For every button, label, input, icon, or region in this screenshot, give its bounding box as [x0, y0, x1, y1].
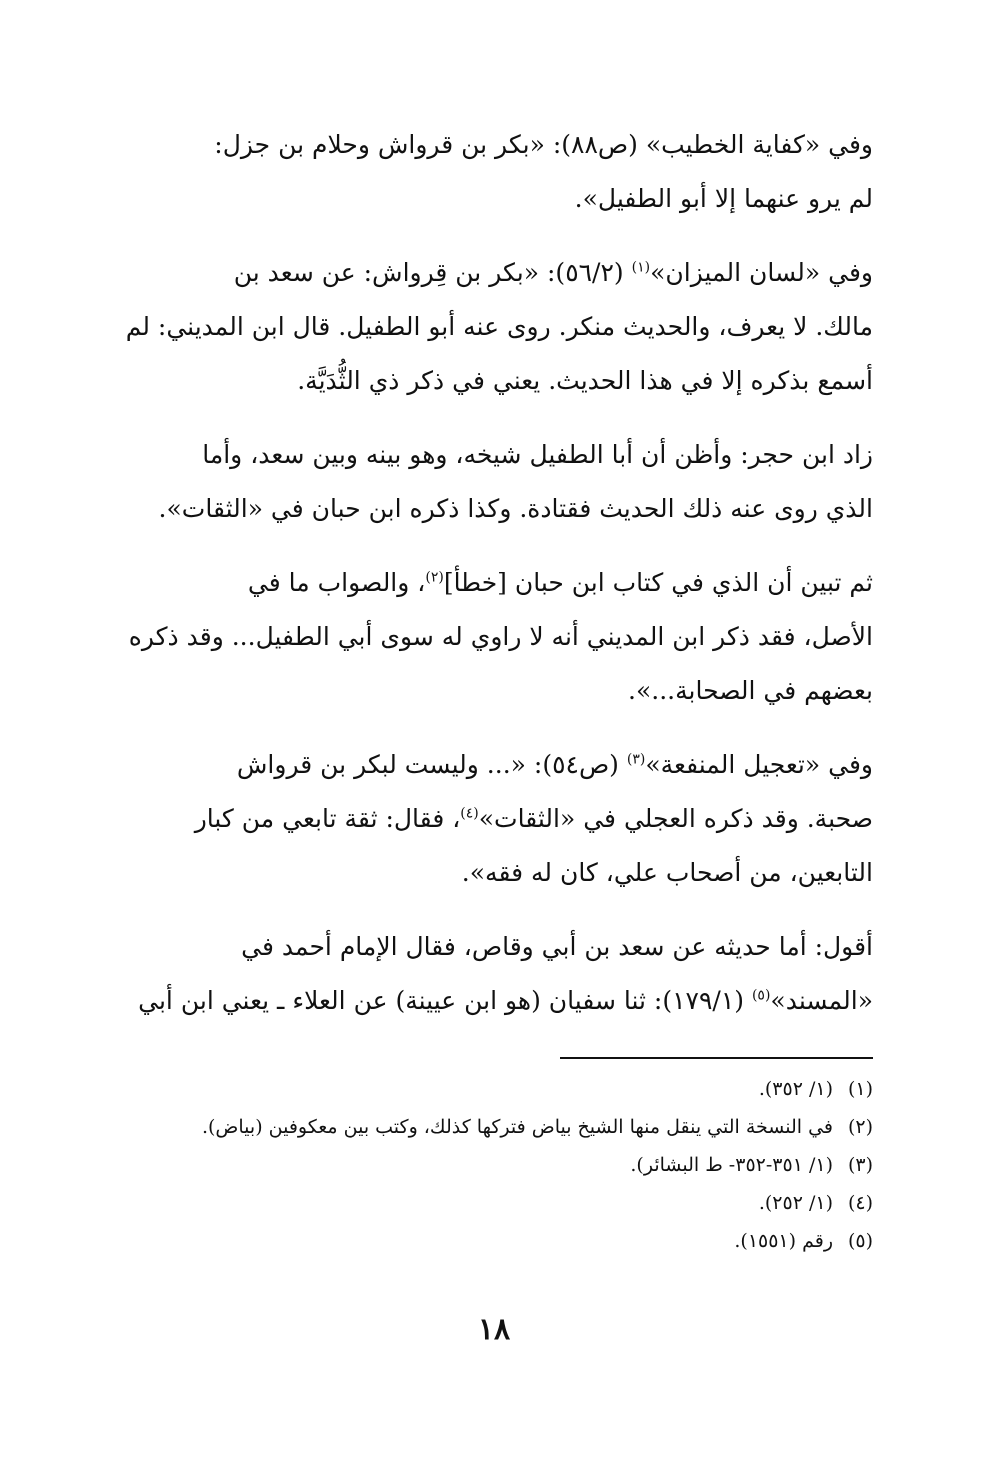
footnote-ref-5[interactable]: (٥): [751, 987, 771, 1004]
text-line: مالك. لا يعرف، والحديث منكر. روى عنه أبو الطفيل. قال ابن المديني: لم: [125, 312, 873, 341]
paragraph-ibn-hibban: [98, 556, 873, 718]
text-line: التابعين، من أصحاب علي، كان له فقه».: [461, 858, 873, 887]
text-line: وفي «لسان الميزان»: [650, 258, 873, 287]
footnote-text: في النسخة التي ينقل منها الشيخ بياض فتركها كذلك، وكتب بين معكوفين (بياض).: [201, 1116, 833, 1138]
paragraph-kifaya: [98, 118, 873, 226]
text-line: أسمع بذكره إلا في هذا الحديث. يعني في ذكر ذي الثُّدَيَّة.: [297, 366, 873, 395]
text-line: لم يرو عنهما إلا أبو الطفيل».: [574, 184, 873, 213]
text-line: (ص٥٤): «... وليست لبكر بن قرواش: [236, 750, 627, 779]
page-number: ١٨: [477, 1312, 511, 1347]
footnote-item: [80, 1184, 873, 1222]
paragraph-ibn-hajar: [98, 428, 873, 536]
text-line: وفي «كفاية الخطيب» (ص٨٨): «بكر بن قرواش وحلام بن جزل:: [214, 130, 873, 159]
footnotes: [80, 1070, 873, 1260]
footnote-separator: [560, 1057, 873, 1059]
paragraph-aqulu: [98, 920, 873, 1028]
footnote-item: [80, 1070, 873, 1108]
text-line: «المسند»: [770, 986, 873, 1015]
footnote-text: (١/ ٣٥٢).: [758, 1078, 833, 1100]
text-line: بعضهم في الصحابة...».: [628, 676, 873, 705]
text-line: ، والصواب ما في: [247, 568, 426, 597]
text-line: ، فقال: ثقة تابعي من كبار: [194, 804, 461, 833]
footnote-item: [80, 1108, 873, 1146]
text-line: ثم تبين أن الذي في كتاب ابن حبان [خطأ]: [443, 568, 873, 597]
text-line: وفي «تعجيل المنفعة»: [645, 750, 873, 779]
footnote-text: (١/ ٣٥١-٣٥٢- ط البشائر).: [630, 1154, 833, 1176]
text-line: (١٧٩/١): ثنا سفيان (هو ابن عيينة) عن العلاء ـ يعني ابن أبي: [138, 986, 752, 1015]
text-line: (٥٦/٢): «بكر بن قِرواش: عن سعد بن: [233, 258, 632, 287]
footnote-ref-4[interactable]: (٤): [460, 805, 479, 822]
paragraph-lisan: [98, 246, 873, 408]
footnote-number: (٢): [847, 1116, 873, 1138]
text-line: زاد ابن حجر: وأظن أن أبا الطفيل شيخه، وهو بينه وبين سعد، وأما: [202, 440, 873, 469]
footnote-text: (١/ ٢٥٢).: [758, 1192, 833, 1214]
footnote-item: [80, 1146, 873, 1184]
footnote-item: [80, 1222, 873, 1260]
text-line: الذي روى عنه ذلك الحديث فقتادة. وكذا ذكره ابن حبان في «الثقات».: [158, 494, 873, 523]
text-line: صحبة. وقد ذكره العجلي في «الثقات»: [478, 804, 873, 833]
footnote-ref-2[interactable]: (٢): [425, 569, 444, 586]
footnote-number: (١): [847, 1078, 873, 1100]
footnote-text: رقم (١٥٥١).: [734, 1230, 833, 1252]
paragraph-tajil: [98, 738, 873, 900]
main-text: [98, 118, 873, 1048]
footnote-number: (٥): [847, 1230, 873, 1252]
footnote-ref-1[interactable]: (١): [631, 259, 651, 276]
text-line: الأصل، فقد ذكر ابن المديني أنه لا راوي له سوى أبي الطفيل... وقد ذكره: [128, 622, 873, 651]
footnote-ref-3[interactable]: (٣): [626, 751, 646, 768]
text-line: أقول: أما حديثه عن سعد بن أبي وقاص، فقال الإمام أحمد في: [241, 932, 873, 961]
footnote-number: (٤): [847, 1192, 873, 1214]
footnote-number: (٣): [847, 1154, 873, 1176]
